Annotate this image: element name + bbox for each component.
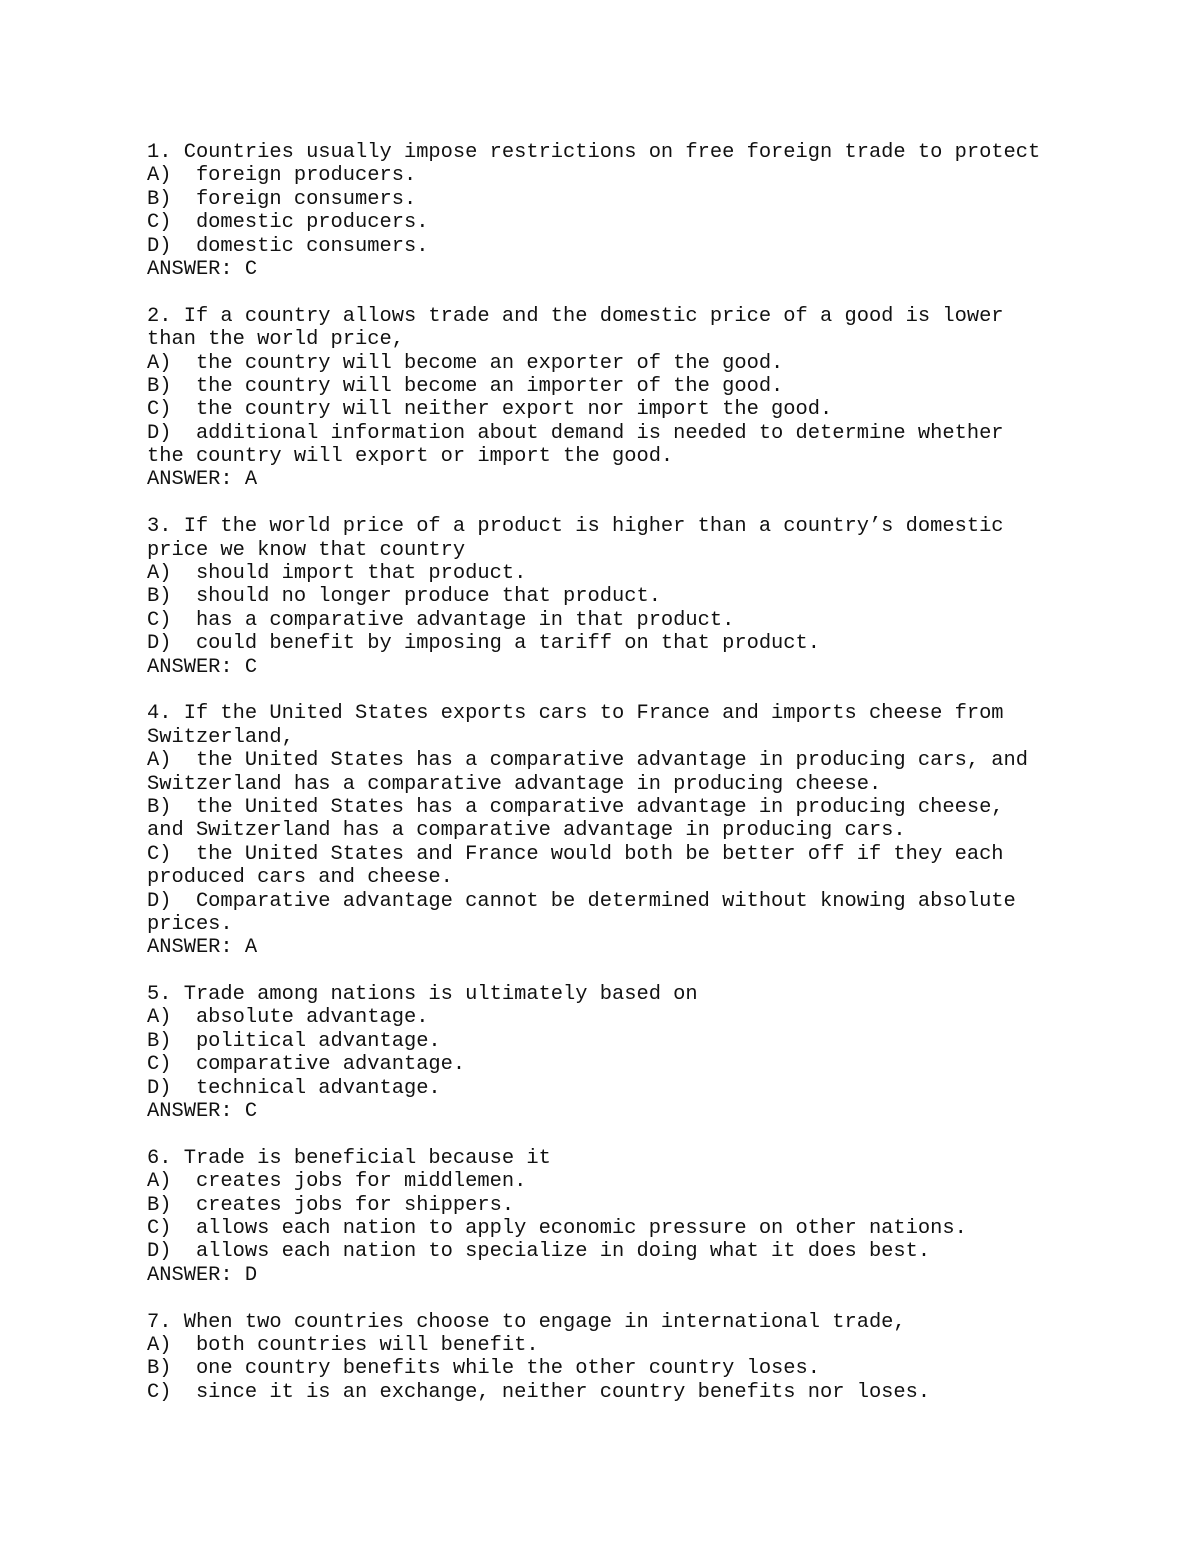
answer-option: produced cars and cheese.	[147, 866, 453, 890]
answer-option: B) foreign consumers.	[147, 187, 417, 211]
spacer	[147, 492, 1147, 515]
spacer	[147, 281, 1147, 304]
question-stem: price we know that country	[147, 538, 466, 562]
question-stem: 3. If the world price of a product is higher than a country’s domestic	[147, 515, 1004, 539]
question-stem: 4. If the United States exports cars to France and imports cheese from	[147, 702, 1004, 726]
answer-option: B) should no longer produce that product.	[147, 585, 661, 609]
answer-option: D) domestic consumers.	[147, 234, 429, 258]
answer-option: A) both countries will benefit.	[147, 1333, 539, 1357]
question-stem: 6. Trade is beneficial because it	[147, 1146, 551, 1170]
question-stem: 7. When two countries choose to engage in international trade,	[147, 1310, 906, 1334]
answer-option: prices.	[147, 912, 233, 936]
answer-option: D) technical advantage.	[147, 1076, 441, 1100]
answer-option: A) the country will become an exporter of the good.	[147, 351, 784, 375]
answer-option: B) one country benefits while the other country loses.	[147, 1357, 821, 1381]
answer-key: ANSWER: C	[147, 1100, 258, 1124]
answer-option: A) the United States has a comparative advantage in producing cars, and	[147, 749, 1029, 773]
answer-option: Switzerland has a comparative advantage in producing cheese.	[147, 772, 882, 796]
answer-option: D) additional information about demand is needed to determine whether	[147, 421, 1004, 445]
answer-option: C) the United States and France would both be better off if they each	[147, 842, 1004, 866]
answer-key: ANSWER: A	[147, 468, 258, 492]
answer-option: B) creates jobs for shippers.	[147, 1193, 515, 1217]
answer-option: A) foreign producers.	[147, 164, 417, 188]
question-4	[147, 702, 1147, 959]
answer-option: D) Comparative advantage cannot be determined without knowing absolute	[147, 889, 1016, 913]
quiz-document	[147, 141, 1147, 1404]
question-stem: than the world price,	[147, 328, 404, 352]
answer-option: A) creates jobs for middlemen.	[147, 1170, 527, 1194]
question-stem: Switzerland,	[147, 725, 294, 749]
answer-option: C) domestic producers.	[147, 211, 429, 235]
answer-option: C) comparative advantage.	[147, 1053, 466, 1077]
answer-option: the country will export or import the good.	[147, 445, 674, 469]
question-stem: 5. Trade among nations is ultimately based on	[147, 983, 698, 1007]
answer-key: ANSWER: D	[147, 1263, 258, 1287]
answer-option: C) allows each nation to apply economic pressure on other nations.	[147, 1216, 967, 1240]
answer-option: B) the United States has a comparative advantage in producing cheese,	[147, 795, 1004, 819]
question-3	[147, 515, 1147, 679]
question-5	[147, 983, 1147, 1123]
spacer	[147, 1287, 1147, 1310]
spacer	[147, 960, 1147, 983]
spacer	[147, 1123, 1147, 1146]
answer-option: C) the country will neither export nor import the good.	[147, 398, 833, 422]
question-stem: 2. If a country allows trade and the domestic price of a good is lower	[147, 304, 1004, 328]
answer-option: C) has a comparative advantage in that product.	[147, 608, 735, 632]
question-stem: 1. Countries usually impose restrictions on free foreign trade to protect	[147, 141, 1041, 164]
answer-option: and Switzerland has a comparative advantage in producing cars.	[147, 819, 906, 843]
question-1	[147, 141, 1147, 281]
answer-option: C) since it is an exchange, neither country benefits nor loses.	[147, 1380, 931, 1404]
answer-option: A) should import that product.	[147, 562, 527, 586]
answer-key: ANSWER: C	[147, 655, 258, 679]
answer-option: A) absolute advantage.	[147, 1006, 429, 1030]
answer-option: D) could benefit by imposing a tariff on that product.	[147, 632, 821, 656]
answer-option: B) the country will become an importer of the good.	[147, 374, 784, 398]
answer-option: D) allows each nation to specialize in doing what it does best.	[147, 1240, 931, 1264]
answer-option: B) political advantage.	[147, 1029, 441, 1053]
question-6	[147, 1147, 1147, 1287]
question-2	[147, 305, 1147, 492]
answer-key: ANSWER: C	[147, 257, 258, 281]
answer-key: ANSWER: A	[147, 936, 258, 960]
question-7	[147, 1311, 1147, 1405]
spacer	[147, 679, 1147, 702]
